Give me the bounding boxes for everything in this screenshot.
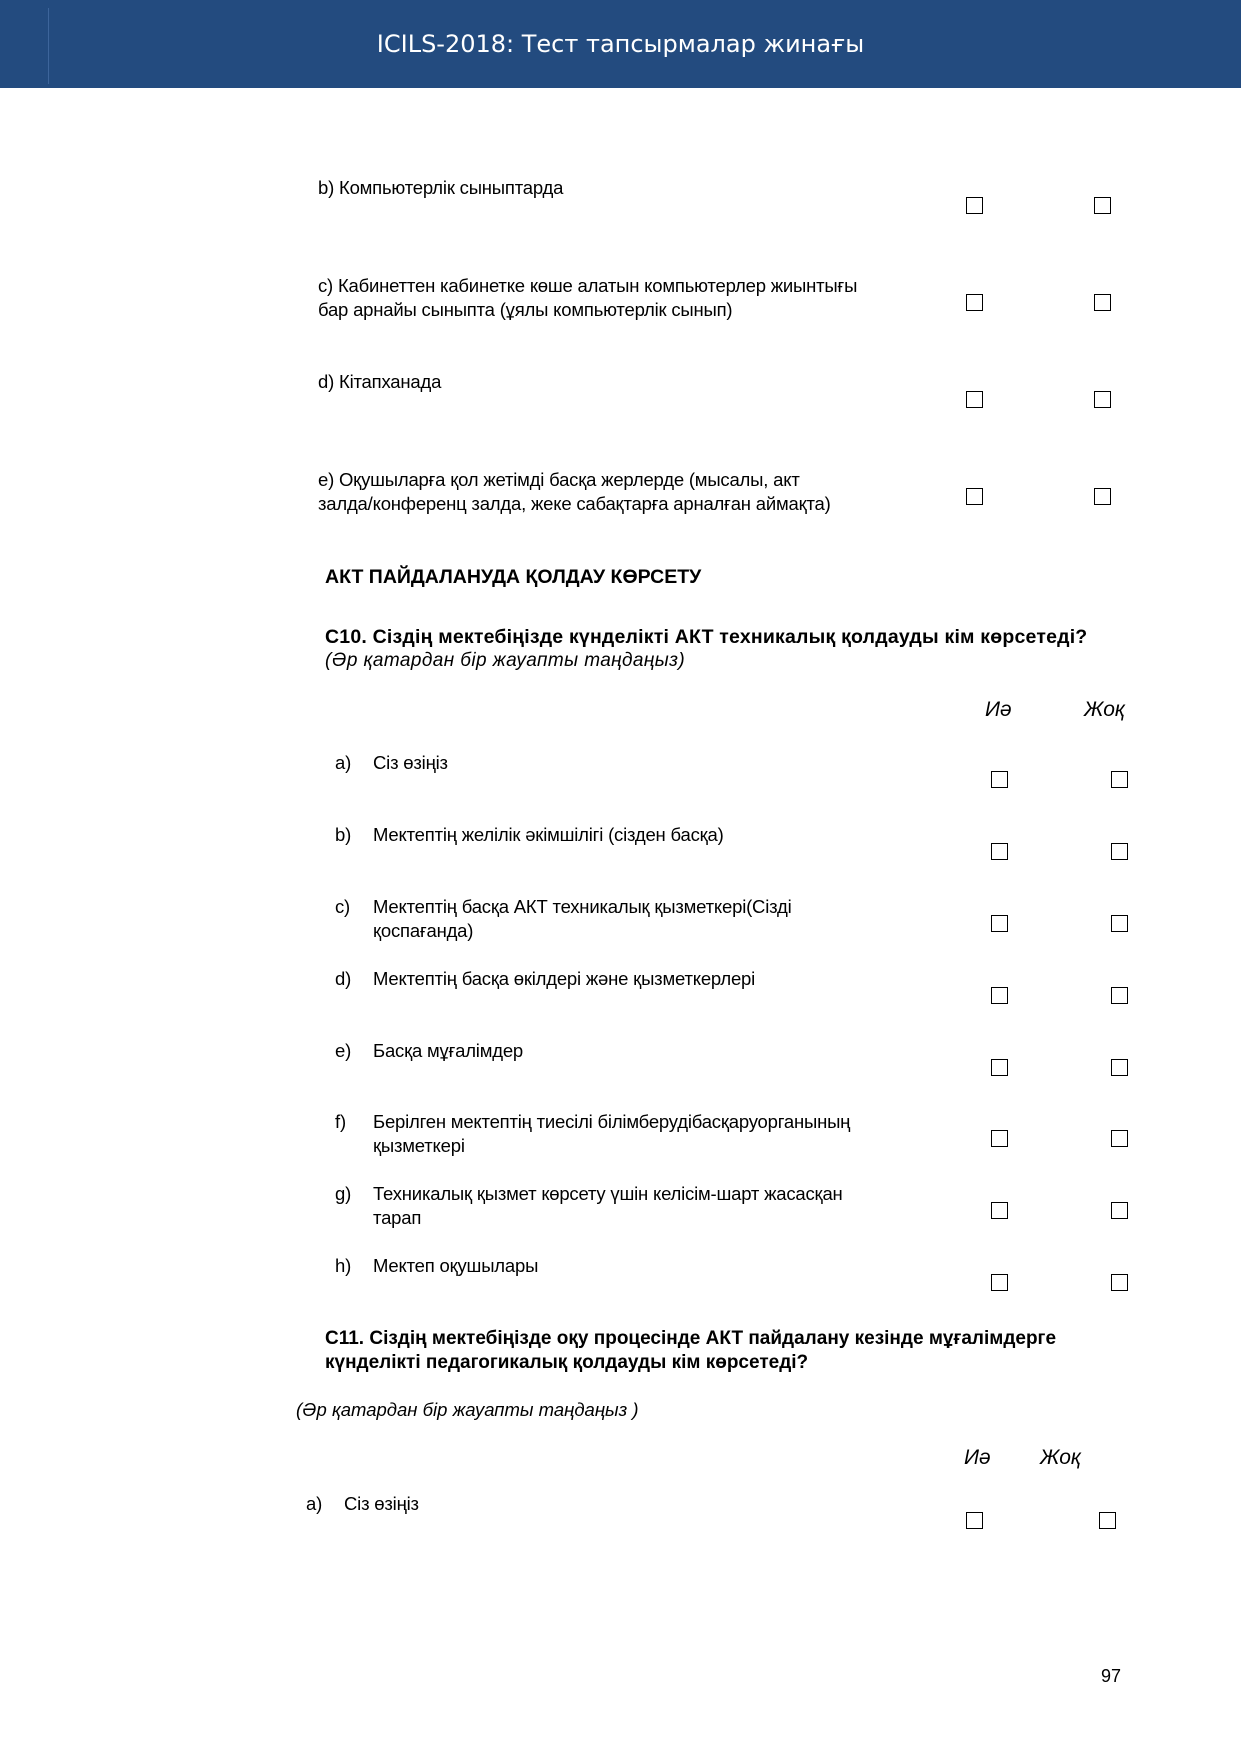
c10-item-f-label-line1: Берілген мектептің тиесілі білімберудібасқаруорганының bbox=[373, 1111, 851, 1132]
c10-item-e-yes-checkbox[interactable] bbox=[991, 1059, 1008, 1076]
c10-item-d-letter: d) bbox=[335, 968, 352, 989]
c10-item-b-label: Мектептің желілік әкімшілігі (сізден басқа) bbox=[373, 824, 724, 845]
c11-question-line1: C11. Сіздің мектебіңізде оқу процесінде АКТ пайдалану кезінде мұғалімдерге bbox=[325, 1328, 1057, 1349]
prev-item-e-yes-checkbox[interactable] bbox=[966, 488, 983, 505]
page-number: 97 bbox=[1101, 1666, 1122, 1686]
c10-item-f-yes-checkbox[interactable] bbox=[991, 1130, 1008, 1147]
section-title: АКТ ПАЙДАЛАНУДА ҚОЛДАУ КӨРСЕТУ bbox=[325, 566, 702, 588]
prev-item-b-yes-checkbox[interactable] bbox=[966, 197, 983, 214]
c10-item-d-yes-checkbox[interactable] bbox=[991, 987, 1008, 1004]
c10-instruction: (Әр қатардан бір жауапты таңдаңыз) bbox=[325, 650, 686, 671]
c11-col-yes: Иә bbox=[964, 1446, 991, 1469]
prev-item-d-no-checkbox[interactable] bbox=[1094, 391, 1111, 408]
prev-item-b-label: b) Компьютерлік сыныптарда bbox=[318, 177, 564, 198]
c10-item-e-letter: e) bbox=[335, 1040, 352, 1061]
c11-instruction: (Әр қатардан бір жауапты таңдаңыз ) bbox=[296, 1399, 639, 1420]
prev-item-b-no-checkbox[interactable] bbox=[1094, 197, 1111, 214]
c10-item-a-label: Сіз өзіңіз bbox=[373, 752, 448, 773]
prev-item-e-label-line1: e) Оқушыларға қол жетімді басқа жерлерде (мысалы, акт bbox=[318, 469, 800, 490]
c10-item-f-letter: f) bbox=[335, 1111, 346, 1132]
c11-question-line2: күнделікті педагогикалық қолдауды кім көрсетеді? bbox=[325, 1352, 809, 1373]
c10-question: C10. Сіздің мектебіңізде күнделікті АКТ техникалық қолдауды кім көрсетеді? bbox=[325, 626, 1088, 648]
c10-item-a-no-checkbox[interactable] bbox=[1111, 771, 1128, 788]
c10-item-c-no-checkbox[interactable] bbox=[1111, 915, 1128, 932]
c10-item-e-no-checkbox[interactable] bbox=[1111, 1059, 1128, 1076]
c11-col-no: Жоқ bbox=[1040, 1446, 1081, 1469]
c10-item-c-letter: c) bbox=[335, 896, 351, 917]
c10-item-c-yes-checkbox[interactable] bbox=[991, 915, 1008, 932]
c11-item-a-yes-checkbox[interactable] bbox=[966, 1512, 983, 1529]
prev-item-c-no-checkbox[interactable] bbox=[1094, 294, 1111, 311]
c10-col-no: Жоқ bbox=[1084, 698, 1125, 721]
c10-item-h-letter: h) bbox=[335, 1255, 352, 1276]
c11-item-a-letter: a) bbox=[306, 1493, 323, 1514]
prev-item-d-yes-checkbox[interactable] bbox=[966, 391, 983, 408]
c10-item-d-no-checkbox[interactable] bbox=[1111, 987, 1128, 1004]
c10-item-c-label-line2: қоспағанда) bbox=[373, 920, 474, 941]
c10-col-yes: Иә bbox=[985, 698, 1012, 721]
c10-item-g-no-checkbox[interactable] bbox=[1111, 1202, 1128, 1219]
prev-item-c-yes-checkbox[interactable] bbox=[966, 294, 983, 311]
prev-item-c-label-line2: бар арнайы сыныпта (ұялы компьютерлік сынып) bbox=[318, 299, 733, 320]
c10-item-g-label-line1: Техникалық қызмет көрсету үшін келісім-шарт жасасқан bbox=[373, 1183, 843, 1204]
c10-item-b-letter: b) bbox=[335, 824, 352, 845]
prev-item-e-label-line2: залда/конференц залда, жеке сабақтарға арналған аймақта) bbox=[318, 493, 831, 514]
c10-item-h-label: Мектеп оқушылары bbox=[373, 1255, 539, 1276]
prev-item-c-label-line1: c) Кабинеттен кабинетке көше алатын компьютерлер жиынтығы bbox=[318, 275, 858, 296]
c10-item-a-yes-checkbox[interactable] bbox=[991, 771, 1008, 788]
c11-item-a-label: Сіз өзіңіз bbox=[344, 1493, 419, 1514]
c11-item-a-no-checkbox[interactable] bbox=[1099, 1512, 1116, 1529]
c10-item-g-label-line2: тарап bbox=[373, 1207, 422, 1228]
c10-item-h-no-checkbox[interactable] bbox=[1111, 1274, 1128, 1291]
page-header bbox=[0, 0, 1241, 88]
prev-item-d-label: d) Кітапханада bbox=[318, 371, 442, 392]
header-title: ICILS-2018: Тест тапсырмалар жинағы bbox=[376, 30, 865, 58]
c10-item-c-label-line1: Мектептің басқа АКТ техникалық қызметкері(Сізді bbox=[373, 896, 792, 917]
c10-item-a-letter: a) bbox=[335, 752, 352, 773]
c10-item-g-yes-checkbox[interactable] bbox=[991, 1202, 1008, 1219]
c10-item-e-label: Басқа мұғалімдер bbox=[373, 1040, 524, 1061]
c10-item-g-letter: g) bbox=[335, 1183, 352, 1204]
c10-item-d-label: Мектептің басқа өкілдері және қызметкерлері bbox=[373, 968, 756, 989]
c10-item-f-label-line2: қызметкері bbox=[373, 1135, 465, 1156]
c10-item-f-no-checkbox[interactable] bbox=[1111, 1130, 1128, 1147]
prev-item-e-no-checkbox[interactable] bbox=[1094, 488, 1111, 505]
c10-item-h-yes-checkbox[interactable] bbox=[991, 1274, 1008, 1291]
c10-item-b-no-checkbox[interactable] bbox=[1111, 843, 1128, 860]
c10-item-b-yes-checkbox[interactable] bbox=[991, 843, 1008, 860]
